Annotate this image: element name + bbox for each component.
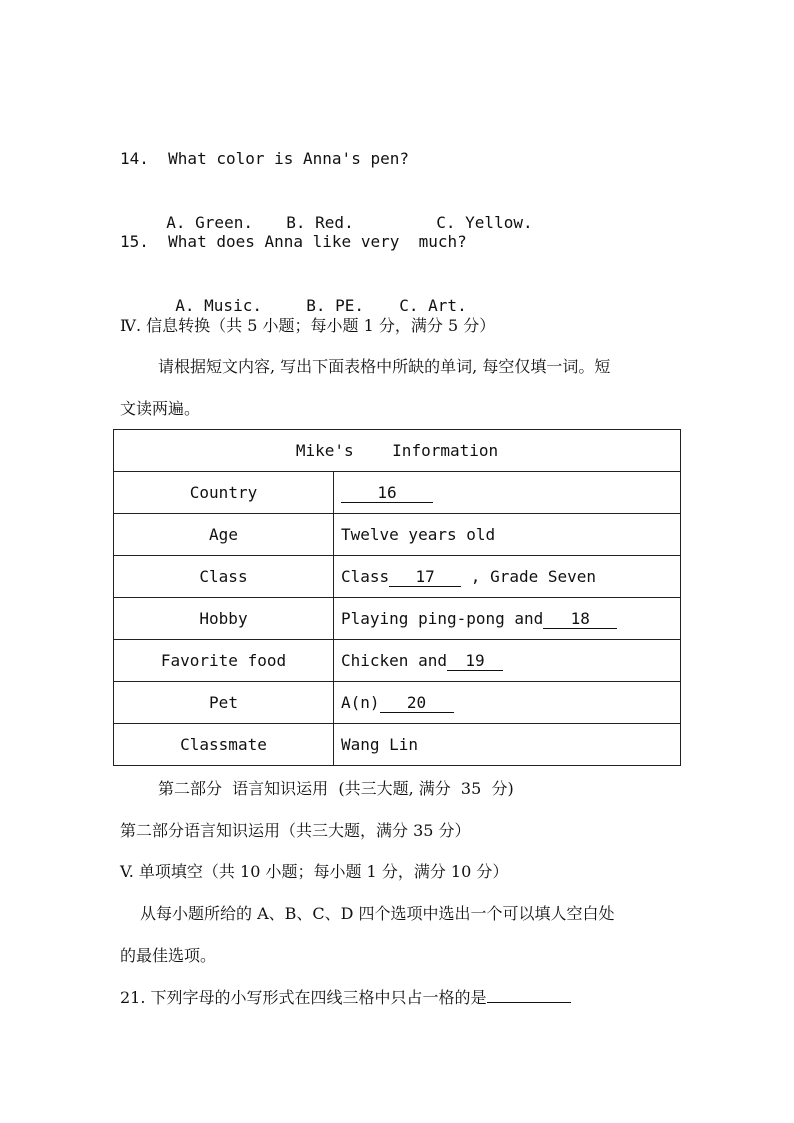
option-c: C. Art. xyxy=(399,296,467,315)
section-4-instruction: 请根据短文内容, 写出下面表格中所缺的单词, 每空仅填一词。短 xyxy=(158,357,611,376)
option-b: B. Red. xyxy=(286,213,354,232)
answer-blank-19[interactable]: 19 xyxy=(447,652,503,671)
option-a: A. Music. xyxy=(175,296,262,315)
row-label: Age xyxy=(114,514,334,556)
row-label: Favorite food xyxy=(114,640,334,682)
row-label: Country xyxy=(114,472,334,514)
section-4-instruction-cont: 文读两遍。 xyxy=(120,399,201,418)
row-value: Class 17 , Grade Seven xyxy=(334,556,681,598)
question-21-stem: 21. 下列字母的小写形式在四线三格中只占一格的是 xyxy=(120,988,487,1007)
question-14-options xyxy=(147,190,533,234)
section-5-instruction: 从每小题所给的 A、B、C、D 四个选项中选出一个可以填人空白处 xyxy=(140,904,615,923)
row-label: Classmate xyxy=(114,724,334,766)
table-row xyxy=(114,556,681,598)
row-value: Wang Lin xyxy=(334,724,681,766)
question-14-stem: 14. What color is Anna's pen? xyxy=(120,149,409,168)
table-header-row xyxy=(114,430,681,472)
row-label: Pet xyxy=(114,682,334,724)
table-row xyxy=(114,724,681,766)
table-header: Mike's Information xyxy=(114,430,681,472)
row-value xyxy=(334,472,681,514)
part-2-heading-alt: 第二部分语言知识运用（共三大题，满分 35 分） xyxy=(120,821,471,840)
row-value: Playing ping-pong and 18 xyxy=(334,598,681,640)
row-label: Class xyxy=(114,556,334,598)
question-15-options xyxy=(156,273,467,317)
answer-blank-17[interactable]: 17 xyxy=(389,568,461,587)
part-2-heading: 第二部分 语言知识运用 (共三大题, 满分 35 分) xyxy=(158,779,514,798)
table-row xyxy=(114,472,681,514)
row-value: Chicken and 19 xyxy=(334,640,681,682)
option-a: A. Green. xyxy=(166,213,253,232)
row-label: Hobby xyxy=(114,598,334,640)
table-row xyxy=(114,640,681,682)
table-row xyxy=(114,682,681,724)
section-4-title: Ⅳ. 信息转换（共 5 小题；每小题 1 分，满分 5 分） xyxy=(120,316,496,335)
answer-blank-18[interactable]: 18 xyxy=(543,610,617,629)
option-c: C. Yellow. xyxy=(436,213,533,232)
row-value: Twelve years old xyxy=(334,514,681,556)
option-b: B. PE. xyxy=(306,296,365,315)
section-5-title: V. 单项填空（共 10 小题；每小题 1 分，满分 10 分） xyxy=(120,862,509,881)
row-value: A(n) 20 xyxy=(334,682,681,724)
answer-blank-16[interactable]: 16 xyxy=(341,484,433,503)
table-row xyxy=(114,514,681,556)
answer-blank-21[interactable] xyxy=(487,986,571,1003)
table-row xyxy=(114,598,681,640)
answer-blank-20[interactable]: 20 xyxy=(380,694,454,713)
question-21 xyxy=(120,986,571,1009)
section-5-instruction-cont: 的最佳选项。 xyxy=(120,946,217,965)
information-table xyxy=(113,429,681,766)
question-15-stem: 15. What does Anna like very much? xyxy=(120,232,467,251)
